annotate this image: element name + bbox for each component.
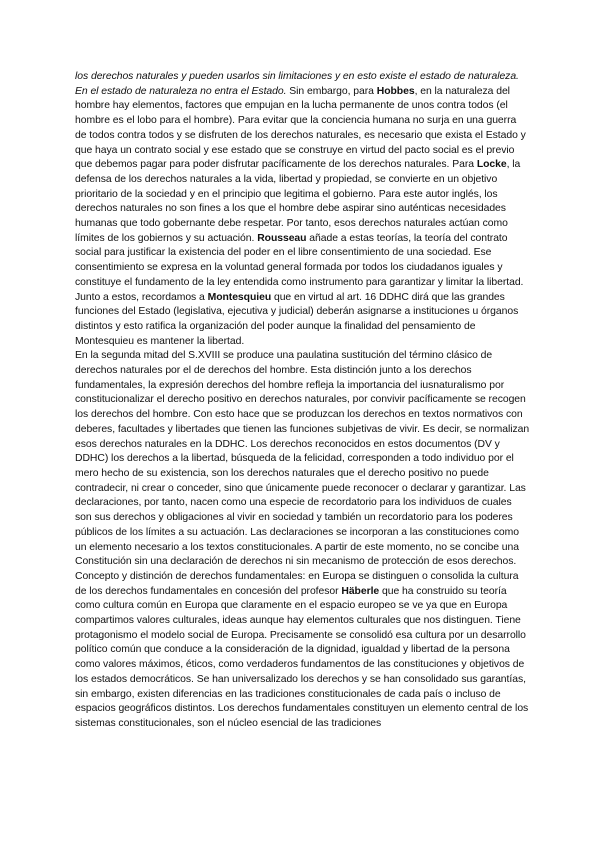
author-name-montesquieu: Montesquieu	[207, 291, 272, 303]
paragraph-2	[75, 349, 530, 731]
document-page	[75, 70, 530, 732]
author-name-locke: Locke	[476, 159, 507, 171]
text-run: que en virtud al art. 16 DDHC dirá que las grandes funciones del Estado (legislativa, ejecutiva y judicial) deberán asignarse a instituciones u órganos distintos y esto ratifica la organización del poder aunque la finalidad del pensamiento de Montesquieu es mantener la libertad.	[75, 291, 519, 347]
author-name-rousseau: Rousseau	[257, 232, 307, 244]
text-run: , en la naturaleza del hombre hay elementos, factores que empujan en la lucha permanente de unos contra todos (el hombre es el lobo para el hombre). Para evitar que la conciencia humana no surja en una guerra de todos contra todos y se disfruten de los derechos naturales, es necesario que exista el Estado y que haya un contrato social y ese estado que se construye en virtud del pacto social es el previo que debemos pagar para poder disfrutar pacíficamente de los derechos naturales. Para	[75, 85, 526, 171]
text-run: En la segunda mitad del S.XVIII se produce una paulatina sustitución del término clásico de derechos naturales por el de derechos del hombre. Esta distinción junto a los derechos fundamentales, la expresión derechos del hombre refleja la importancia del iusnaturalismo por constitucionalizar el derecho positivo en derechos naturales, por convivir pacíficamente se recogen los derechos del hombre. Con esto hace que se produzcan los derechos en textos normativos con deberes, facultades y libertades que tienen las funciones subjetivas de vivir. Es decir, se normalizan esos derechos naturales en la DDHC. Los derechos reconocidos en estos documentos (DV y DDHC) los derechos a la libertad, búsqueda de la felicidad, corresponden a todo individuo por el mero hecho de su existencia, son los derechos naturales que el derecho positivo no puede contradecir, ni crear o conceder, sino que únicamente puede reconocer o declarar y garantizar. Las declaraciones, por tanto, nacen como una especie de recordatorio para los individuos de cuales son sus derechos y obligaciones al vivir en sociedad y también un recordatorio para los poderes públicos de los límites a su actuación. Las declaraciones se incorporan a las constituciones como un elemento necesario a los textos constitucionales. A partir de este momento, no se concibe una Constitución sin una declaración de derechos ni sin mecanismo de protección de esos derechos. Concepto y distinción de derechos fundamentales: en Europa se distinguen o consolida la cultura de los derechos fundamentales en concesión del profesor	[75, 350, 530, 597]
paragraph-1	[75, 70, 530, 349]
author-name-haberle: Häberle	[341, 585, 380, 597]
text-run: , la defensa de los derechos naturales a la vida, libertad y propiedad, se convierte en un objetivo prioritario de la sociedad y en el principio que legitima el gobierno. Para este autor inglés, los derechos naturales no son fines a los que el hombre debe aspirar sino auténticas necesidades humanas que todo gobernante debe respetar. Por tanto, esos derechos naturales actúan como límites de los gobiernos y su actuación.	[75, 159, 521, 244]
author-name-hobbes: Hobbes	[376, 85, 415, 97]
text-run: añade a estas teorías, la teoría del contrato social para justificar la existencia del poder en el libre consentimiento de una sociedad. Ese consentimiento se expresa en la voluntad general formada por todos los ciudadanos iguales y constituye el fundamento de la ley entendida como instrumento para garantizar y limitar la libertad. Junto a estos, recordamos a	[75, 232, 524, 303]
text-run: los derechos naturales y pueden usarlos sin limitaciones y en esto existe el estado de naturaleza. En el estado de naturaleza no entra el Estado.	[75, 71, 519, 97]
text-run: que ha construido su teoría como cultura común en Europa que claramente en el espacio europeo se ve ya que en Europa compartimos valores culturales, ideas aunque hay elementos culturales que nos distinguen. Tiene protagonismo el modelo social de Europa. Precisamente se consolidó esa cultura por un desarrollo político común que conduce a la consideración de la dignidad, igualdad y libertad de la persona como valores máximos, éticos, como verdaderos fundamentos de las constituciones y objetivos de los estados democráticos. Se han universalizado los derechos y se han consolidado sus garantías, sin embargo, existen diferencias en las tradiciones constitucionales de cada país o incluso de espacios geográficos distintos. Los derechos fundamentales constituyen un elemento central de los sistemas constitucionales, son el núcleo esencial de las tradiciones	[75, 585, 529, 729]
text-run: Sin embargo, para	[286, 85, 377, 97]
